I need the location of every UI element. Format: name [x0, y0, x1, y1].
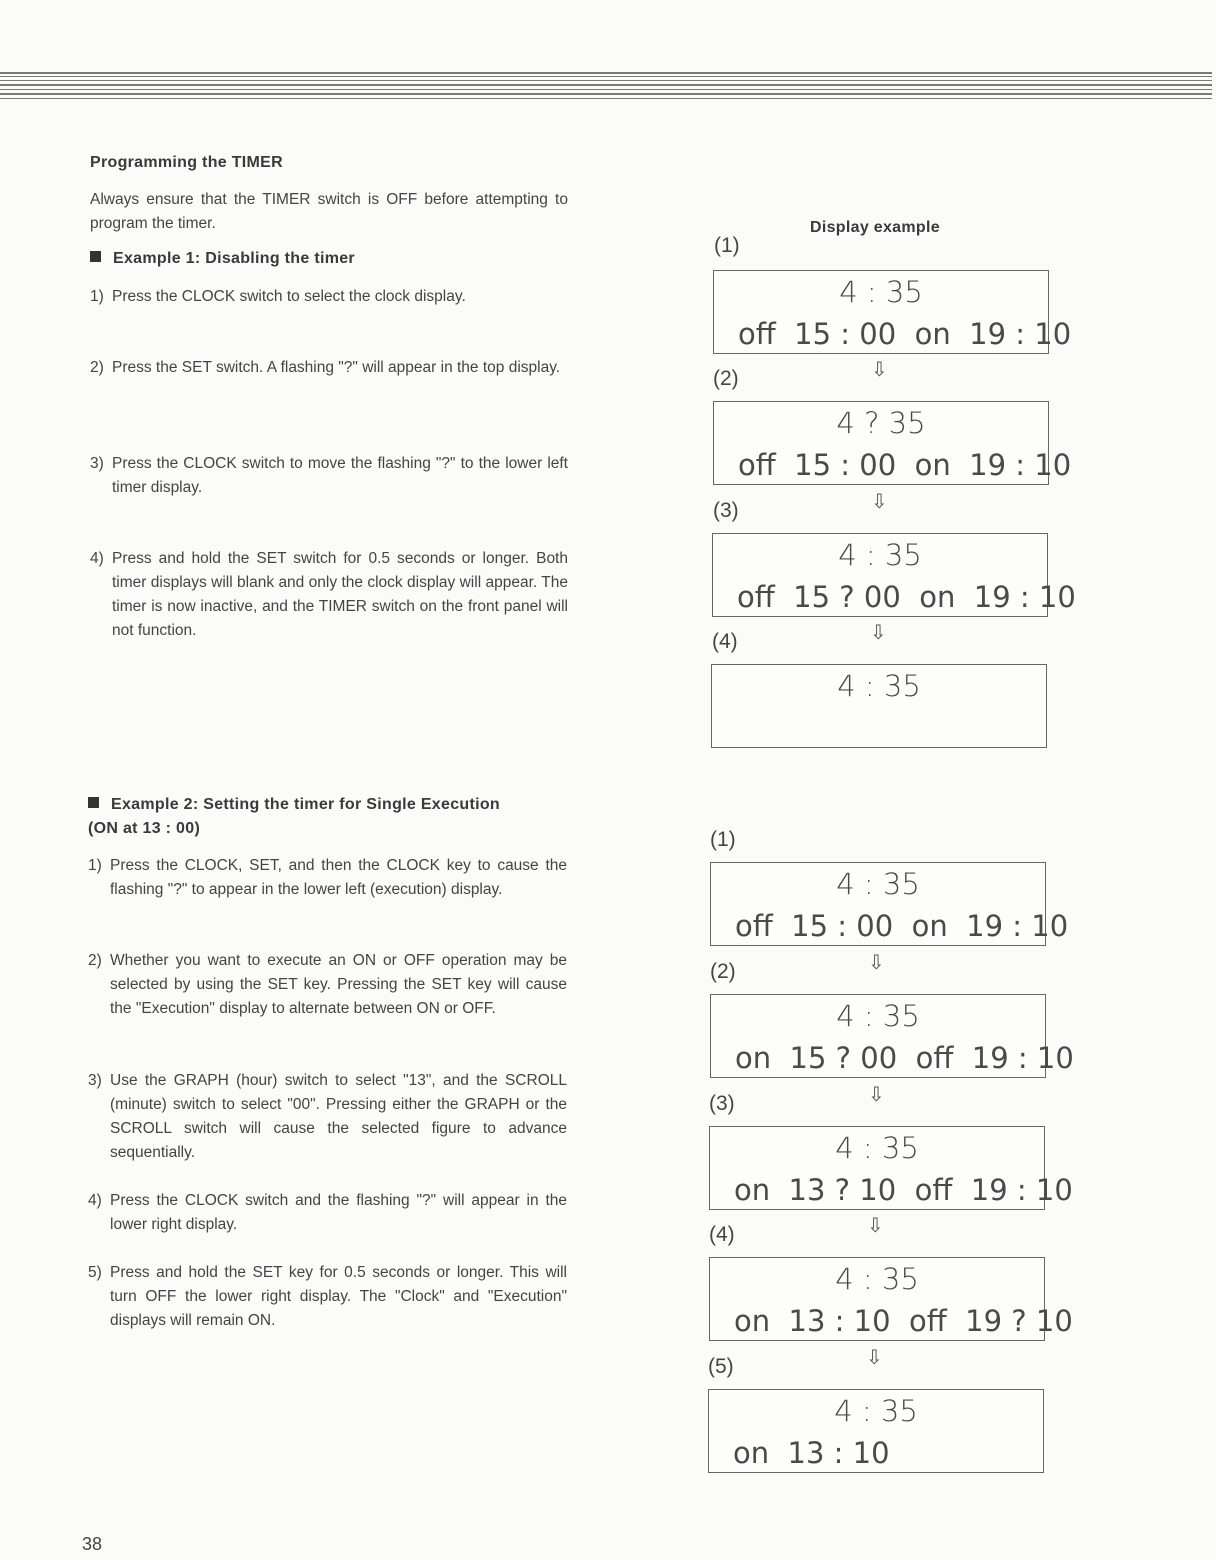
lcd-timer: off 15 : 00 on 19 : 10 [738, 317, 1072, 351]
lcd-clock: 4 ? 35 [836, 406, 926, 440]
lcd-timer: off 15 : 00 on 19 : 10 [738, 448, 1072, 482]
lcd-display [713, 401, 1072, 485]
lcd-clock: 4 : 35 [836, 867, 920, 901]
display-label: (5) [708, 1355, 734, 1378]
down-arrow-icon: ⇩ [871, 357, 888, 381]
example2-step: 4) Press the CLOCK switch and the flashing "?" will appear in the lower right display. [88, 1192, 567, 1233]
lcd-timer: on 13 ? 10 off 19 : 10 [734, 1173, 1073, 1207]
lcd-clock: 4 : 35 [834, 1394, 918, 1428]
lcd-timer: on 13 : 10 [733, 1436, 890, 1470]
page-number: 38 [82, 1534, 103, 1554]
lcd-clock: 4 : 35 [835, 1131, 919, 1165]
lcd-clock: 4 : 35 [836, 999, 920, 1033]
example2-heading-line2: (ON at 13 : 00) [88, 820, 201, 837]
example1-heading: Example 1: Disabling the timer [90, 250, 355, 268]
lcd-display [709, 1257, 1073, 1341]
lcd-display [708, 1389, 1044, 1473]
lcd-timer: off 15 ? 00 on 19 : 10 [737, 580, 1076, 614]
lcd-clock: 4 : 35 [835, 1262, 919, 1296]
example2-heading: Example 2: Setting the timer for Single Execution [88, 796, 568, 814]
down-arrow-icon: ⇩ [868, 950, 885, 974]
example2-step: 1) Press the CLOCK, SET, and then the CLOCK key to cause the flashing "?" to appear in the lower left (execution) display. [88, 857, 567, 898]
down-arrow-icon: ⇩ [871, 489, 888, 513]
display-label: (1) [714, 234, 740, 257]
lcd-timer: on 13 : 10 off 19 ? 10 [734, 1304, 1073, 1338]
example1-step: 3) Press the CLOCK switch to move the flashing "?" to the lower left timer display. [90, 455, 568, 496]
lcd-timer: off 15 : 00 on 19 : 10 [735, 909, 1069, 943]
down-arrow-icon: ⇩ [866, 1345, 883, 1369]
header-rules [0, 72, 1212, 102]
example2-step: 3) Use the GRAPH (hour) switch to select "13", and the SCROLL (minute) switch to select "00". Pressing either the GRAPH or the SCROLL switch will cause the selected figure to advance sequentially. [88, 1072, 567, 1161]
down-arrow-icon: ⇩ [870, 620, 887, 644]
lcd-timer: on 15 ? 00 off 19 : 10 [735, 1041, 1074, 1075]
example1-step: 4) Press and hold the SET switch for 0.5 seconds or longer. Both timer displays will blank and only the clock display will appear. The timer is now inactive, and the TIMER switch on the front panel will not function. [90, 550, 568, 639]
display-label: (3) [713, 499, 739, 522]
example1-step: 1) Press the CLOCK switch to select the clock display. [90, 288, 466, 305]
display-label: (3) [709, 1092, 735, 1115]
bullet-square-icon [88, 797, 99, 808]
lcd-display [711, 664, 1047, 748]
section-title: Programming the TIMER [90, 154, 283, 171]
display-label: (2) [710, 960, 736, 983]
display-example-title: Display example [810, 219, 940, 236]
lcd-display [713, 270, 1072, 354]
display-label: (2) [713, 367, 739, 390]
example1-step: 2) Press the SET switch. A flashing "?" will appear in the top display. [90, 359, 561, 376]
display-label: (4) [712, 630, 738, 653]
lcd-display [712, 533, 1076, 617]
lcd-display [710, 994, 1074, 1078]
example2-step: 5) Press and hold the SET key for 0.5 seconds or longer. This will turn OFF the lower right display. The "Clock" and "Execution" displays will remain ON. [88, 1264, 567, 1329]
lcd-display [709, 1126, 1073, 1210]
example2-step: 2) Whether you want to execute an ON or OFF operation may be selected by using the SET key. Pressing the SET key will cause the "Execution" display to alternate between ON or OFF. [88, 952, 567, 1017]
down-arrow-icon: ⇩ [867, 1213, 884, 1237]
lcd-clock: 4 : 35 [837, 669, 921, 703]
intro-text: Always ensure that the TIMER switch is OFF before attempting to program the timer. [90, 191, 568, 232]
bullet-square-icon [90, 251, 101, 262]
lcd-display [710, 862, 1069, 946]
display-label: (1) [710, 828, 736, 851]
display-label: (4) [709, 1223, 735, 1246]
lcd-clock: 4 : 35 [838, 538, 922, 572]
lcd-clock: 4 : 35 [839, 275, 923, 309]
down-arrow-icon: ⇩ [868, 1082, 885, 1106]
